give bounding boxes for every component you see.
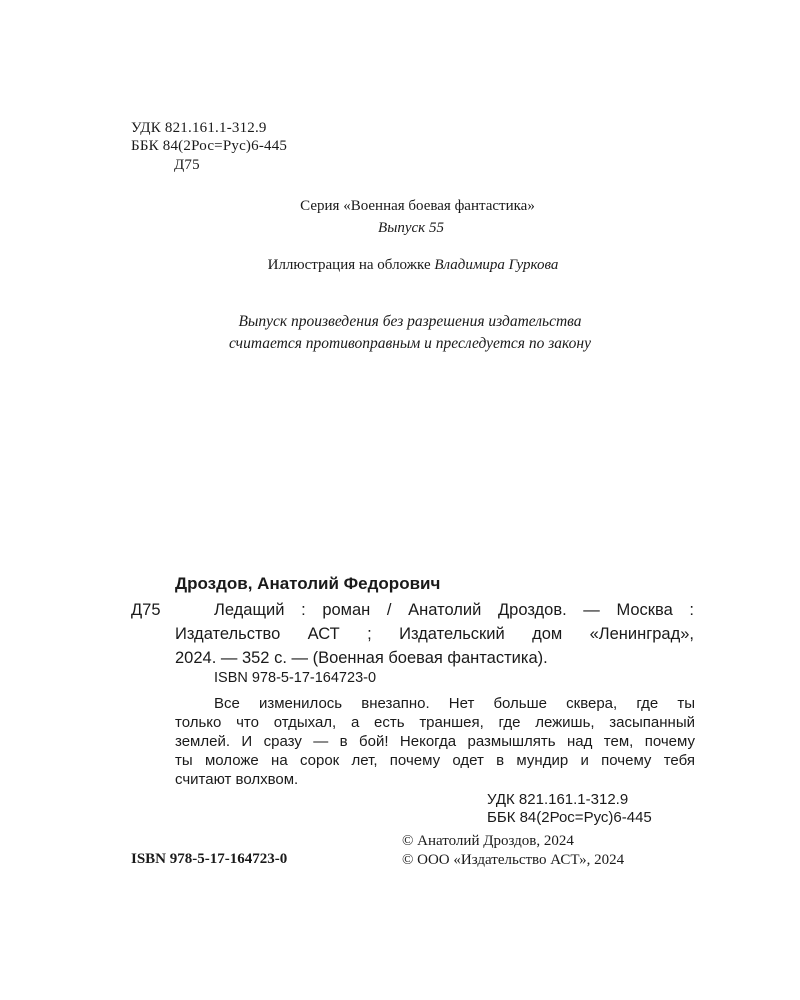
record-udk: УДК 821.161.1-312.9 bbox=[487, 791, 629, 808]
record-bbk: ББК 84(2Рос=Рус)6-445 bbox=[487, 809, 652, 826]
header-bbk: ББК 84(2Рос=Рус)6-445 bbox=[131, 138, 288, 154]
series-line: Серия «Военная боевая фантастика» bbox=[300, 198, 535, 214]
header-udk: УДК 821.161.1-312.9 bbox=[131, 120, 267, 136]
record-annotation bbox=[175, 694, 695, 789]
annotation-line: Все изменилось внезапно. Нет больше сквера, где ты bbox=[214, 695, 695, 712]
legal-warning-line1: Выпуск произведения без разрешения издательства bbox=[238, 313, 582, 330]
annotation-line: считают волхвом. bbox=[175, 771, 299, 788]
header-author-mark: Д75 bbox=[174, 157, 200, 173]
footer-isbn: ISBN 978-5-17-164723-0 bbox=[131, 851, 288, 867]
record-isbn: ISBN 978-5-17-164723-0 bbox=[214, 670, 377, 686]
record-line2: Издательство АСТ ; Издательский дом «Ленинград», bbox=[175, 625, 694, 643]
record-line3: 2024. — 352 с. — (Военная боевая фантастика). bbox=[175, 649, 548, 667]
annotation-line: только что отдыхал, а есть траншея, где лежишь, засыпанный bbox=[175, 714, 695, 731]
copyright-author: © Анатолий Дроздов, 2024 bbox=[402, 833, 574, 849]
annotation-line: ты моложе на сорок лет, почему одет в мундир и почему тебя bbox=[175, 752, 695, 769]
copyright-publisher: © ООО «Издательство АСТ», 2024 bbox=[402, 852, 625, 868]
record-mark: Д75 bbox=[131, 601, 161, 619]
record-line1: Ледащий : роман / Анатолий Дроздов. — Москва : bbox=[214, 601, 694, 619]
illustration-credit bbox=[0, 257, 800, 274]
illustration-prefix: Иллюстрация на обложке bbox=[267, 257, 435, 273]
legal-warning bbox=[150, 311, 670, 355]
legal-warning-line2: считается противоправным и преследуется по закону bbox=[229, 335, 591, 352]
illustration-artist: Владимира Гуркова bbox=[434, 257, 559, 273]
series-issue: Выпуск 55 bbox=[378, 220, 444, 236]
annotation-line: землей. И сразу — в бой! Некогда размышлять над тем, почему bbox=[175, 733, 695, 750]
record-author: Дроздов, Анатолий Федорович bbox=[175, 574, 441, 593]
